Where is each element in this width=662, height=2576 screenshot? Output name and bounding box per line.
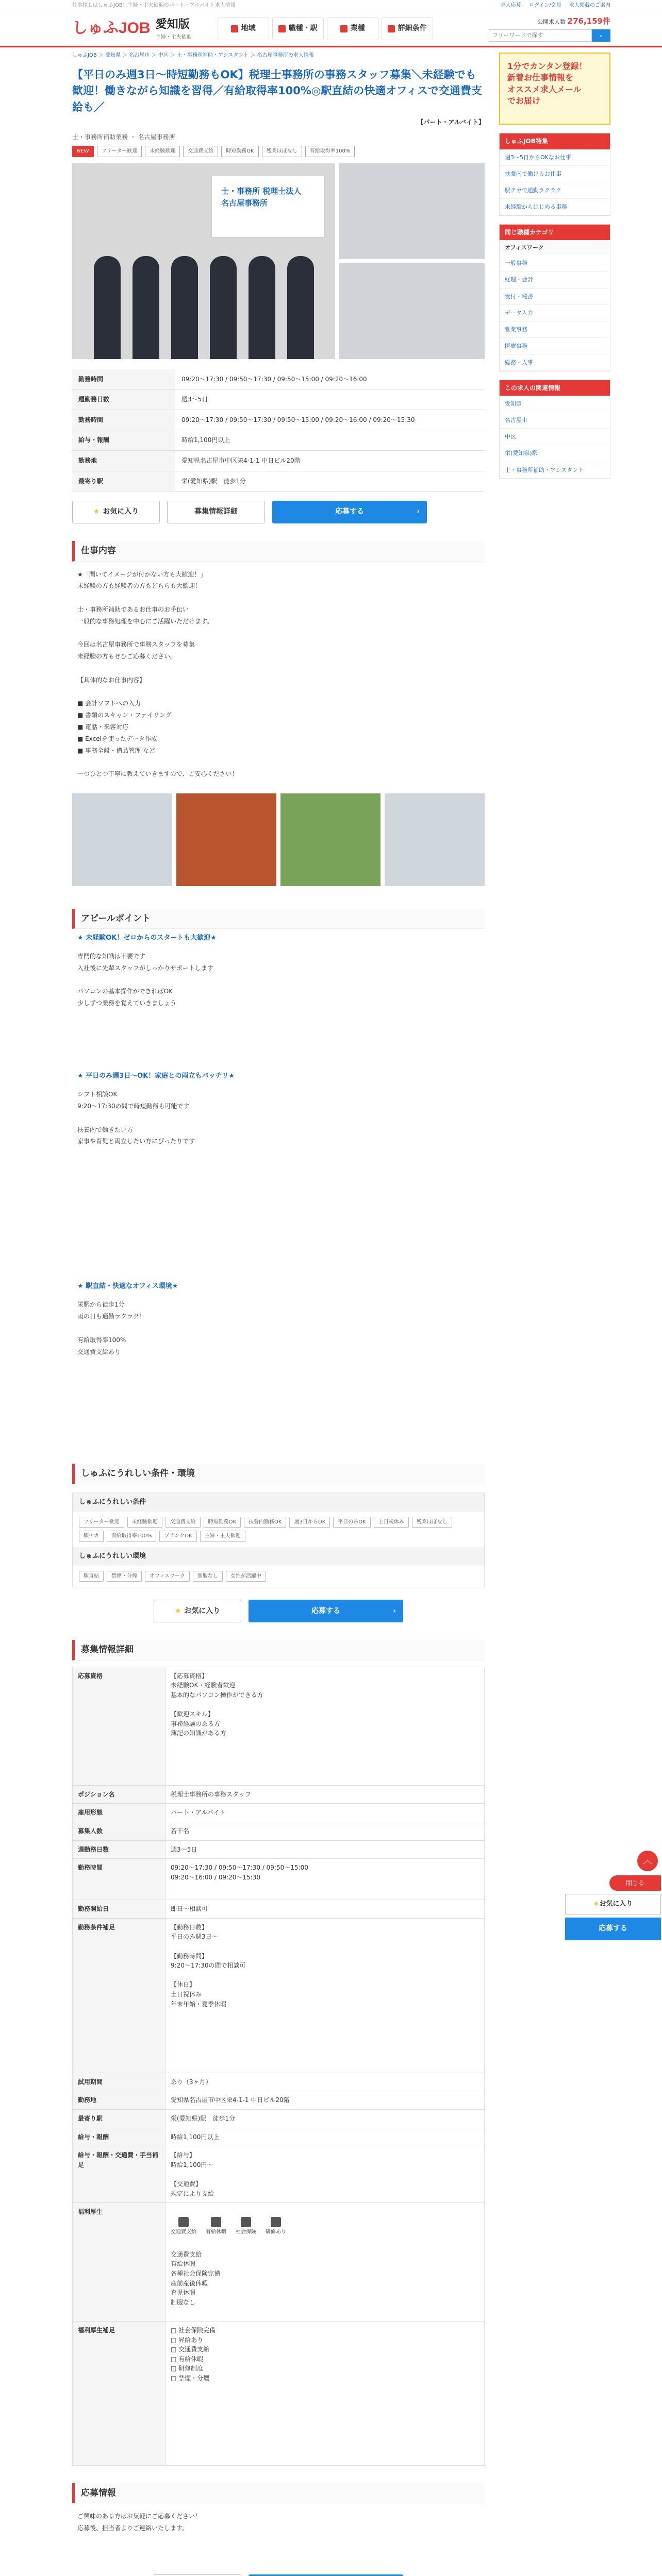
related-item[interactable]: 愛知県	[500, 396, 610, 412]
environment-heading: しゅふにうれしい環境	[73, 1547, 484, 1566]
condition-chip: 時短勤務OK	[204, 1517, 241, 1528]
filter-icon	[388, 25, 395, 32]
gallery-photo[interactable]	[176, 793, 276, 886]
region-tag: 主婦・主夫歓迎	[155, 34, 192, 40]
search-icon: ⌕	[599, 32, 603, 39]
staff-figure	[171, 256, 198, 359]
sidebar	[499, 47, 610, 2576]
content-wrap	[0, 47, 662, 2576]
appeal-heading-1: ★ 未経験OK！ゼロからのスタートも大歓迎★	[77, 934, 217, 942]
table-row: 勤務条件補足 【勤務日数】 平日のみ週3日〜 【勤務時間】 9:20〜17:30の間で相談可 【休日】 土日祝休み 年末年始・夏季休暇	[73, 1918, 485, 2073]
search-input[interactable]	[489, 29, 592, 42]
main-column	[72, 47, 485, 2576]
work-gallery	[72, 788, 485, 891]
condition-chip: 未経験歓迎	[127, 1517, 162, 1528]
staff-figure	[94, 256, 121, 359]
job-tags	[72, 146, 485, 157]
category-item[interactable]: 医療事務	[500, 338, 610, 354]
environment-chips	[73, 1566, 484, 1587]
environment-chip: 女性が活躍中	[226, 1571, 266, 1582]
table-row: 給与・報酬 時給1,100円以上	[73, 2128, 485, 2146]
category-item[interactable]: 経理・会計	[500, 272, 610, 288]
table-row: 最寄り駅 栄(愛知県)駅 徒歩1分	[72, 471, 485, 492]
tag-new: NEW	[72, 146, 94, 157]
nav-detail[interactable]: 詳細条件	[382, 18, 433, 40]
train-icon	[178, 2217, 189, 2227]
condition-chip: 主婦・主夫歓迎	[200, 1531, 245, 1542]
category-item[interactable]: データ入力	[500, 305, 610, 321]
tag-item: 残業ほぼなし	[262, 146, 302, 157]
benefit-icon-item: 研修あり	[266, 2217, 286, 2236]
star-icon: ★	[93, 507, 100, 516]
table-row: 募集人数 若干名	[73, 1822, 485, 1841]
related-item[interactable]: 士・事務所補助・アシスタント	[500, 462, 610, 479]
train-icon	[278, 25, 286, 32]
job-photos	[72, 163, 485, 359]
topbar-link-post[interactable]: 求人掲載のご案内	[569, 2, 610, 8]
related-item[interactable]: 栄(愛知県)駅	[500, 445, 610, 462]
table-row: 勤務地 愛知県名古屋市中区栄4-1-1 中日ビル20階	[73, 2091, 485, 2110]
building-icon	[340, 25, 347, 32]
appeal-text-1: 専門的な知識は不要です 入社後に先輩スタッフがしっかりサポートします パソコンの基本操作ができればOK 少しずつ業務を覚えていきましょう	[77, 953, 214, 1007]
company-name: 士・事務所補助業務 ・ 名古屋事務所	[72, 133, 175, 141]
breadcrumb[interactable]: しゅふJOB ＞ 愛知県 ＞ 名古屋市 ＞ 中区 ＞ 士・事務所補助・アシスタント ＞ 名古屋事務所の求人情報	[72, 53, 314, 58]
table-row: 勤務時間 09:20〜17:30 / 09:50〜17:30 / 09:50〜15:00 09:20〜16:00 / 09:20〜15:30	[73, 1859, 485, 1900]
condition-chip: 残業ほぼなし	[412, 1517, 452, 1528]
chevron-right-icon: ›	[417, 507, 420, 516]
condition-chip: 週3日からOK	[289, 1517, 330, 1528]
office-sign: 士・事務所 税理士法人 名古屋事務所	[211, 176, 325, 238]
staff-figure	[133, 256, 159, 359]
search-button[interactable]	[592, 29, 610, 42]
region-label: 愛知版	[155, 18, 190, 31]
employment-type: 【パート・アルバイト】	[417, 118, 485, 126]
category-item[interactable]: 総務・人事	[500, 354, 610, 371]
environment-chip: 駅直結	[79, 1571, 104, 1582]
topbar-tagline: 仕事探しはしゅふJOB！主婦・主夫歓迎のパート・アルバイト求人情報	[72, 2, 236, 8]
floating-actions	[565, 1875, 661, 1940]
category-item[interactable]: 一般事務	[500, 255, 610, 272]
appeal-heading-2: ★ 平日のみ週3日〜OK！家庭との両立もバッチリ★	[77, 1072, 235, 1080]
nav-industry[interactable]: 業種	[327, 18, 378, 40]
star-icon: ★	[174, 1606, 181, 1615]
tag-item: 有給取得率100%	[305, 146, 355, 157]
table-row: 勤務開始日 即日〜相談可	[73, 1900, 485, 1919]
favorite-button[interactable]: ★ お気に入り	[72, 501, 160, 523]
related-heading: この求人の関連情報	[500, 380, 610, 396]
site-logo[interactable]	[72, 16, 192, 42]
work-description: ★「聞いてイメージが付かない方も大歓迎！」 未経験の方も経験者の方もどちらも大歓迎！ 士・事務所補助であるお仕事のお手伝い 一般的な事務処理を中心にご活躍いただけます。 今回は名古屋事務所で事務スタッフを募集 未経験の方もぜひご応募ください。 【具体的なお仕事内容】 ■ 会計ソフトへの入力 ■ 書類のスキャン・ファイリング ■ 電話・来客対応 ■ Excelを使ったデータ作成 ■ 事務全般・備品管理 など 一つひとつ丁寧に教えていきますので、ご安心ください！	[77, 570, 238, 778]
sub-photo[interactable]	[339, 163, 485, 259]
table-row: 雇用形態 パート・アルバイト	[73, 1804, 485, 1822]
action-bar-middle	[72, 1600, 485, 1622]
table-row: 試用期間 あり（3ヶ月）	[73, 2073, 485, 2091]
star-icon: ★	[593, 1900, 600, 1908]
conditions-chips	[73, 1512, 484, 1547]
header	[0, 11, 662, 47]
category-item[interactable]: 営業事務	[500, 321, 610, 338]
benefit-icon-item: 交通費支給	[171, 2217, 196, 2236]
header-search	[489, 29, 610, 42]
gallery-photo[interactable]	[385, 793, 485, 886]
condition-chip: 土日祝休み	[374, 1517, 409, 1528]
staff-figure	[249, 256, 275, 359]
gallery-photo[interactable]	[280, 793, 380, 886]
tag-item: 未経験歓迎	[145, 146, 180, 157]
condition-chip: 平日のみOK	[333, 1517, 370, 1528]
job-summary-table	[72, 369, 485, 492]
global-nav	[218, 18, 433, 40]
benefit-icons	[171, 2217, 479, 2236]
topbar-links	[494, 2, 610, 10]
feature-item[interactable]: 未経験からはじめる事務	[500, 199, 610, 215]
category-box	[499, 224, 610, 371]
table-row: 最寄り駅 栄(愛知県)駅 徒歩1分	[73, 2109, 485, 2128]
register-banner[interactable]: 1分でカンタン登録！ 新着お仕事情報を オススメ求人メール でお届け	[499, 53, 610, 125]
tag-item: 時短勤務OK	[221, 146, 258, 157]
related-box	[499, 380, 610, 479]
table-row: ポジション名 税理士事務所の事務スタッフ	[73, 1785, 485, 1804]
table-row: 週勤務日数 週3〜5日	[73, 1840, 485, 1859]
main-photo[interactable]	[72, 163, 335, 359]
book-icon	[271, 2217, 281, 2227]
header-right	[489, 15, 610, 42]
nav-job-station[interactable]: 職種・駅	[272, 18, 324, 40]
feature-heading: しゅふJOB特集	[500, 133, 610, 149]
feature-item[interactable]: 扶養内で働けるお仕事	[500, 166, 610, 182]
environment-chip: オフィスワーク	[145, 1571, 190, 1582]
action-bar-top	[72, 501, 485, 523]
environment-chip: 禁煙・分煙	[107, 1571, 142, 1582]
float-favorite-button[interactable]: ★ お気に入り	[565, 1894, 661, 1914]
table-row: 給与・報酬・交通費・手当補足 【給与】 時給1,100円〜 【交通費】 規定により支給	[73, 2146, 485, 2203]
shield-icon	[241, 2217, 251, 2227]
staff-group	[88, 246, 320, 359]
table-row: 福利厚生補足 □ 社会保険完備 □ 昇給あり □ 交通費支給 □ 有給休暇 □ 研修制度 □ 禁煙・分煙	[73, 2321, 485, 2466]
chevron-up-icon: ︿	[643, 1855, 652, 1867]
feature-item[interactable]: 駅チカで通勤ラクラク	[500, 182, 610, 199]
job-detail-table	[72, 1667, 485, 2466]
related-item[interactable]: 中区	[500, 429, 610, 445]
staff-figure	[287, 256, 314, 359]
appeal-text-2: シフト相談OK 9:20〜17:30の間で時短勤務も可能です 扶養内で働きたい方 家事や育児と両立したい方にぴったりです	[77, 1091, 195, 1145]
table-row: 週勤務日数 週3〜5日	[72, 389, 485, 410]
feature-box	[499, 133, 610, 216]
topbar-link-apply[interactable]: 求人応募	[500, 2, 521, 8]
staff-figure	[210, 256, 237, 359]
related-item[interactable]: 名古屋市	[500, 412, 610, 429]
favorite-button[interactable]: ★ お気に入り	[154, 1600, 241, 1622]
benefit-icon-item: 有給休暇	[206, 2217, 226, 2236]
condition-chip: フリーター歓迎	[79, 1517, 124, 1528]
section-title-conditions: しゅふにうれしい条件・環境	[72, 1464, 485, 1484]
category-subheading: オフィスワーク	[500, 240, 610, 255]
gallery-photo[interactable]	[72, 793, 172, 886]
section-title-detail: 募集情報詳細	[72, 1640, 485, 1660]
job-count: 公開求人数 276,159件	[537, 16, 610, 26]
apply-button[interactable]: 応募する ›	[272, 501, 427, 523]
chevron-right-icon: ›	[393, 1606, 396, 1615]
table-row: 勤務地 愛知県名古屋市中区栄4-1-1 中日ビル20階	[72, 451, 485, 471]
benefit-icon-item: 社会保険	[236, 2217, 256, 2236]
appeal-text-3: 栄駅から徒歩1分 雨の日も通勤ラクラク！ 有給取得率100% 交通費支給あり	[77, 1301, 146, 1355]
apply-text: ご興味のある方はお気軽にご応募ください！ 応募後、担当者よりご連絡いたします。	[77, 2513, 202, 2532]
scroll-top-button[interactable]	[637, 1851, 658, 1871]
condition-chip: 有給取得率100%	[107, 1531, 157, 1542]
section-title-apply: 応募情報	[72, 2483, 485, 2503]
close-float-button[interactable]: 閉じる	[609, 1875, 661, 1891]
category-heading: 同じ職種カテゴリ	[500, 225, 610, 241]
table-row: 勤務時間 09:20〜17:30 / 09:50〜17:30 / 09:50〜15:00 / 09:20〜16:00	[72, 369, 485, 389]
section-title-appeal: アピールポイント	[72, 909, 485, 929]
category-item[interactable]: 受付・秘書	[500, 289, 610, 305]
section-title-work: 仕事内容	[72, 541, 485, 561]
float-apply-button[interactable]: 応募する	[565, 1918, 661, 1940]
topbar-link-login[interactable]: ログイン/会員	[528, 2, 561, 8]
detail-button[interactable]: 募集情報詳細	[167, 501, 265, 523]
sub-photos	[339, 163, 485, 359]
appeal-heading-3: ★ 駅直結・快適なオフィス環境★	[77, 1282, 178, 1291]
apply-button[interactable]: 応募する ›	[249, 1600, 403, 1622]
nav-area[interactable]: 地域	[218, 18, 269, 40]
job-title: 【平日のみ週3日〜時短勤務もOK】税理士事務所の事務スタッフ募集＼未経験でも歓迎！働きながら知識を習得／有給取得率100%◎駅直結の快適オフィスで交通費支給も／	[72, 68, 482, 113]
tag-item: 交通費支給	[183, 146, 218, 157]
tag-item: フリーター歓迎	[97, 146, 142, 157]
condition-chip: 扶養内勤務OK	[244, 1517, 286, 1528]
calendar-icon	[211, 2217, 221, 2227]
brand-logo: しゅふJOB	[72, 20, 151, 37]
table-row: 給与・報酬 時給1,100円以上	[72, 430, 485, 451]
table-row: 福利厚生 交通費支給 有給休暇 社会保険 研修あり 交通費支給 有給休暇 各種社会保険完備 産前産後休暇 育児休暇 制服なし	[73, 2203, 485, 2321]
sub-photo[interactable]	[339, 263, 485, 359]
conditions-heading: しゅふにうれしい条件	[73, 1493, 484, 1512]
map-icon	[231, 25, 238, 32]
environment-chip: 制服なし	[193, 1571, 223, 1582]
condition-chip: ブランクOK	[159, 1531, 196, 1542]
condition-chip: 交通費支給	[166, 1517, 201, 1528]
table-row: 勤務時間 09:20〜17:30 / 09:50〜17:30 / 09:50〜15:00 / 09:20〜16:00 / 09:20〜15:30	[72, 410, 485, 430]
condition-chip: 駅チカ	[79, 1531, 104, 1542]
conditions-box	[72, 1493, 485, 1588]
topbar	[0, 0, 662, 11]
feature-item[interactable]: 週3〜5日からOKなお仕事	[500, 149, 610, 166]
table-row: 応募資格 【応募資格】 未経験OK・経験者歓迎 基本的なパソコン操作ができる方 【歓迎スキル】 事務経験のある方 簿記の知識がある方	[73, 1667, 485, 1785]
